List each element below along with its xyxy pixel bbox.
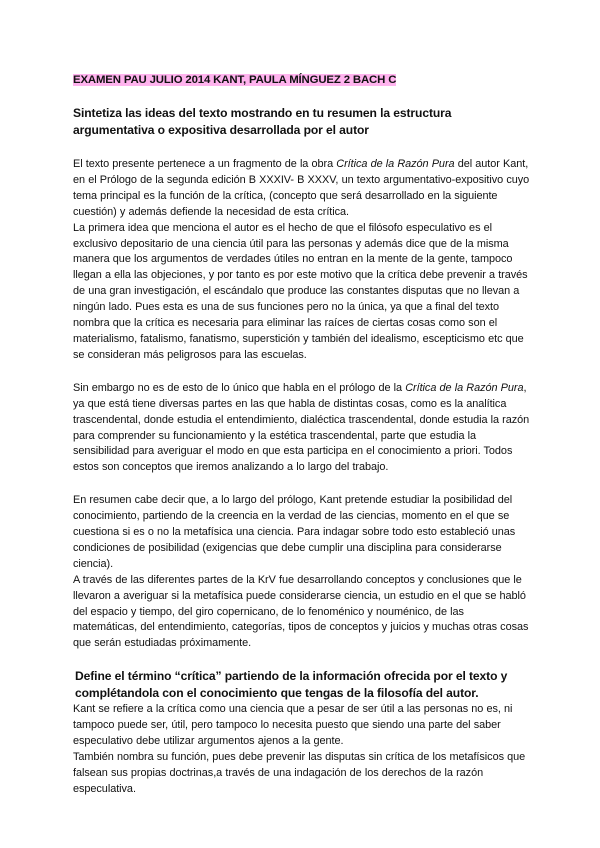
exam-title: EXAMEN PAU JULIO 2014 KANT, PAULA MÍNGUEZ 2 BACH C	[73, 74, 397, 86]
title-line	[73, 72, 530, 87]
answer-1-p1-text-a: El texto presente pertenece a un fragmento de la obra	[73, 158, 337, 170]
answer-1-paragraph-5: A través de las diferentes partes de la KrV fue desarrollando conceptos y conclusiones que le llevaron a averiguar si la metafísica puede considerarse ciencia, un estudio en el que se habló del espacio y tiempo, del giro copernicano, de lo fenoménico y nouménico, de las matemáticas, del entendimiento, categorías, tipos de conceptos y juicios y muchas otras cosas que serán estudiadas próximamente.	[73, 573, 529, 650]
answer-1-paragraph-2: La primera idea que menciona el autor es el hecho de que el filósofo especulativo es el exclusivo depositario de una ciencia útil para las personas y además dice que de la misma manera que los argumentos de verdades útiles no entran en la mente de la gente, tampoco llegan a ella las objeciones, y por tanto es por este motivo que la crítica debe prevenir a través de una gran investigación, el escándalo que produce las constantes disputas que no llevan a ningún lado. Pues esta es una de sus funciones pero no la única, ya que a final del texto nombra que la crítica es necesaria para eliminar las raíces de ciertas cosas como son el materialismo, fatalismo, fanatismo, superstición y también del idealismo, escepticismo etc que se consideran más peligrosos para las escuelas.	[73, 221, 528, 361]
question-1-heading: Sintetiza las ideas del texto mostrando en tu resumen la estructura argumentativa o expositiva desarrollada por el autor	[73, 106, 452, 137]
answer-1-p3-text-b: , ya que está tiene diversas partes en las que habla de distintas cosas, como es la analítica trascendental, donde estudia el entendimiento, dialéctica trascendental, donde estudia la razón para comprender su funcionamiento y la estética trascendental, parte que estudia la sensibilidad para averiguar el modo en que esta participa en el conocimiento a priori. Todos estos son conceptos que iremos analizando a lo largo del trabajo.	[73, 381, 530, 474]
answer-2-paragraph-2: También nombra su función, pues debe prevenir las disputas sin crítica de los metafísicos que falsean sus propias doctrinas,a través de una indagación de los derechos de la razón especulativa.	[73, 751, 526, 795]
answer-1-paragraph-3	[73, 381, 530, 476]
paragraph-gap	[73, 652, 530, 668]
answer-2-paragraph-1: Kant se refiere a la crítica como una ciencia que a pesar de ser útil a las personas no es, ni tampoco puede ser, útil, pero tampoco lo necesita puesto que siendo una parte del saber especulativo debe utilizar argumentos ajenos a la gente.	[73, 703, 513, 748]
book-title-italic: Crítica de la Razón Pura	[336, 158, 455, 170]
answer-1-p1-text-b: del autor Kant, en el Prólogo de la segunda edición B XXXIV- B XXXV, un texto argumentativo-expositivo cuyo tema principal es la función de la crítica, (concepto que será desarrollado en la siguiente cuestión) y además defiende la necesidad de esta crítica.	[73, 158, 530, 218]
answer-1-paragraph-1	[73, 157, 530, 221]
book-title-italic-2: Crítica de la Razón Pura	[405, 381, 524, 394]
paragraph-gap	[73, 364, 530, 381]
answer-1-paragraph-4: En resumen cabe decir que, a lo largo del prólogo, Kant pretende estudiar la posibilidad del conocimiento, partiendo de la creencia en la verdad de las ciencias, momento en el que se cuestiona si es o no la metafísica una ciencia. Para indagar sobre todo esto estableció unas condiciones de posibilidad (exigencias que debe cumplir una disciplina para considerarse ciencia).	[73, 494, 516, 570]
paragraph-gap	[73, 476, 530, 493]
question-2-heading: Define el término “crítica” partiendo de la información ofrecida por el texto y complétandola con el conocimiento que tengas de la filosofía del autor.	[75, 669, 508, 701]
answer-1-p3-text-a: Sin embargo no es de esto de lo único que habla en el prólogo de la	[73, 381, 406, 394]
